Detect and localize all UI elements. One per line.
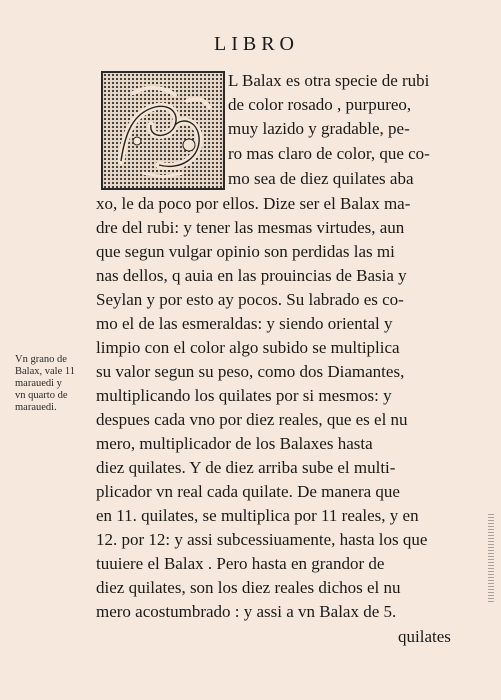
text-line: nas dellos, q auia en las prouincias de Basia y [96, 266, 407, 285]
text-line: en 11. quilates, se multiplica por 11 reales, y en [96, 506, 419, 525]
margin-note-line: marauedi y [15, 378, 62, 389]
text-line: 12. por 12: y assi subcessiuamente, hasta los que [96, 530, 428, 549]
text-line: plicador vn real cada quilate. De manera que [96, 482, 400, 501]
text-line: Seylan y por esto ay pocos. Su labrado es co- [96, 290, 404, 309]
text-line: xo, le da poco por ellos. Dize ser el Balax ma- [96, 194, 411, 213]
ornament-icon [103, 73, 223, 188]
text-line: multiplicando los quilates por si mesmos: y [96, 386, 392, 405]
margin-note-line: vn quarto de [15, 390, 68, 401]
text-line: mo sea de diez quilates aba [228, 169, 414, 188]
margin-note-line: Vn grano de [15, 354, 67, 365]
margin-note-line: Balax, vale 11 [15, 366, 75, 377]
text-line: muy lazido y gradable, pe- [228, 119, 410, 138]
text-line: su valor segun su peso, como dos Diamantes, [96, 362, 405, 381]
margin-note-line: marauedi. [15, 402, 57, 413]
text-line: ro mas claro de color, que co- [228, 144, 430, 163]
text-line: limpio con el color algo subido se multiplica [96, 338, 400, 357]
page-edge-marks [488, 514, 494, 604]
text-line: despues cada vno por diez reales, que es el nu [96, 410, 408, 429]
text-line: de color rosado , purpureo, [228, 95, 412, 114]
text-line: mo el de las esmeraldas: y siendo oriental y [96, 314, 393, 333]
text-line: diez quilates. Y de diez arriba sube el multi- [96, 458, 396, 477]
margin-note [15, 354, 97, 414]
decorated-initial [101, 71, 225, 190]
text-line: diez quilates, son los diez reales dichos el nu [96, 578, 401, 597]
text-line: dre del rubi: y tener las mesmas virtudes, aun [96, 218, 405, 237]
text-line: que segun vulgar opinio son perdidas las mi [96, 242, 395, 261]
text-line: tuuiere el Balax . Pero hasta en grandor de [96, 554, 385, 573]
text-line: L Balax es otra specie de rubi [228, 71, 430, 90]
text-line: quilates [398, 627, 451, 646]
page-header: LIBRO [214, 33, 299, 55]
text-line: mero acostumbrado : y assi a vn Balax de 5. [96, 602, 397, 621]
text-line: mero, multiplicador de los Balaxes hasta [96, 434, 373, 453]
